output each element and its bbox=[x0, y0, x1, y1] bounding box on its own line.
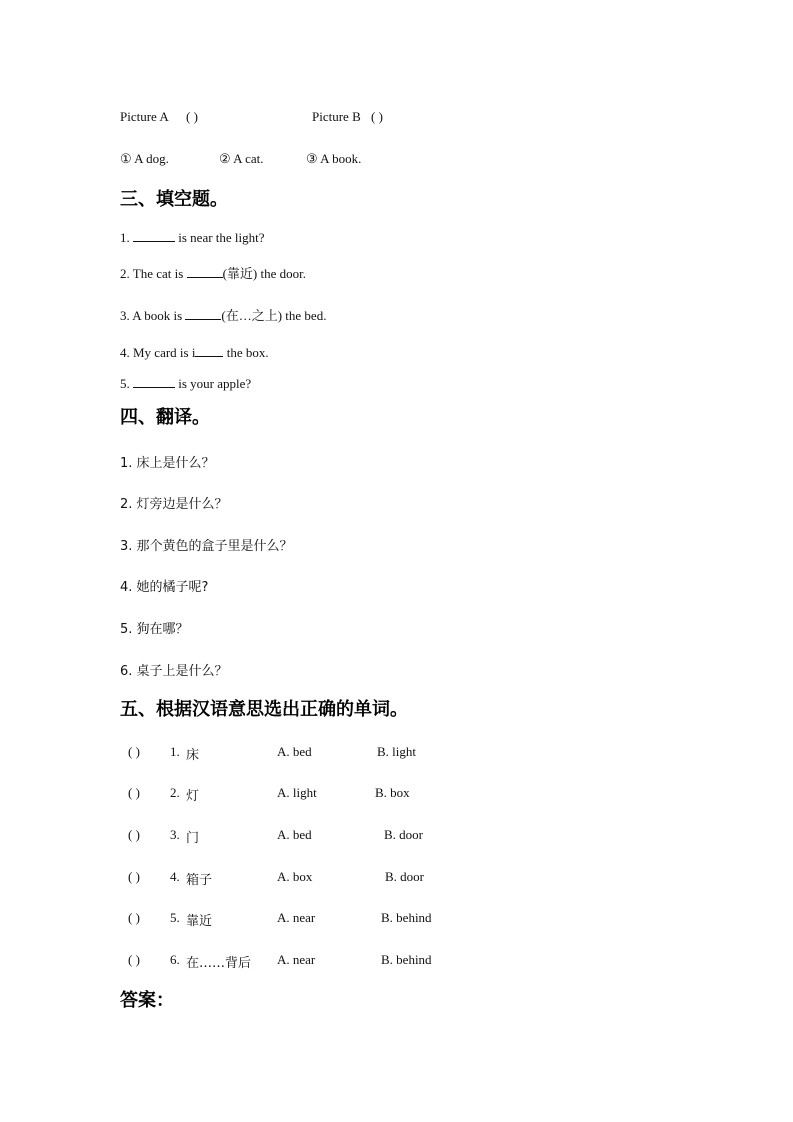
item-text: (靠近) the door. bbox=[222, 266, 306, 281]
section-3-heading: 三、填空题。 bbox=[120, 189, 228, 210]
choice-paren-3: ( ) bbox=[128, 827, 140, 842]
choice-a-2: A. light bbox=[277, 785, 317, 800]
choice-paren-5: ( ) bbox=[128, 910, 140, 925]
answer-blank bbox=[185, 307, 221, 320]
choice-paren-6: ( ) bbox=[128, 952, 140, 967]
choice-word-4: 箱子 bbox=[186, 873, 213, 888]
choice-b-1: B. light bbox=[377, 744, 417, 759]
picture-a-answer-paren: ( ) bbox=[186, 109, 198, 124]
choice-paren-4: ( ) bbox=[128, 869, 140, 884]
choice-num-1: 1. bbox=[170, 744, 180, 759]
choice-b-6: B. behind bbox=[381, 952, 432, 967]
item-text: the box. bbox=[226, 345, 269, 360]
fill-blank-item-4 bbox=[120, 344, 269, 361]
item-text: is your apple? bbox=[178, 376, 252, 391]
answer-blank bbox=[133, 229, 175, 242]
choice-b-3: B. door bbox=[384, 827, 423, 842]
choice-num-5: 5. bbox=[170, 910, 180, 925]
choice-word-6: 在……背后 bbox=[186, 956, 252, 971]
item-number: 5. bbox=[120, 376, 130, 391]
translate-item-4: 4. 她的橘子呢? bbox=[120, 580, 209, 595]
choice-paren-2: ( ) bbox=[128, 785, 140, 800]
choice-num-4: 4. bbox=[170, 869, 180, 884]
item-text: A book is bbox=[132, 308, 183, 323]
picture-b-answer-paren: ( ) bbox=[371, 109, 383, 124]
translate-item-5: 5. 狗在哪？ bbox=[120, 622, 189, 637]
choice-b-2: B. box bbox=[375, 785, 410, 800]
option-dog: ① A dog. bbox=[120, 151, 169, 166]
choice-a-3: A. bed bbox=[277, 827, 312, 842]
picture-a-label: Picture A bbox=[120, 109, 169, 124]
answers-heading: 答案： bbox=[120, 990, 174, 1011]
item-text: (在…之上) the bed. bbox=[221, 308, 327, 323]
translate-item-1: 1. 床上是什么？ bbox=[120, 456, 215, 471]
translate-item-3: 3. 那个黄色的盒子里是什么？ bbox=[120, 539, 293, 554]
translate-item-6: 6. 桌子上是什么？ bbox=[120, 664, 228, 679]
item-number: 4. bbox=[120, 345, 130, 360]
choice-num-6: 6. bbox=[170, 952, 180, 967]
choice-word-5: 靠近 bbox=[186, 914, 213, 929]
choice-a-1: A. bed bbox=[277, 744, 312, 759]
fill-blank-item-1 bbox=[120, 229, 265, 246]
choice-word-3: 门 bbox=[186, 831, 200, 846]
section-5-heading: 五、根据汉语意思选出正确的单词。 bbox=[120, 699, 408, 720]
choice-a-5: A. near bbox=[277, 910, 316, 925]
choice-a-4: A. box bbox=[277, 869, 313, 884]
translate-item-2: 2. 灯旁边是什么？ bbox=[120, 497, 228, 512]
answer-blank bbox=[133, 375, 175, 388]
fill-blank-item-2 bbox=[120, 265, 306, 282]
item-text: is near the light? bbox=[178, 230, 265, 245]
choice-num-3: 3. bbox=[170, 827, 180, 842]
choice-b-4: B. door bbox=[385, 869, 424, 884]
item-number: 1. bbox=[120, 230, 130, 245]
choice-word-1: 床 bbox=[186, 748, 200, 763]
fill-blank-item-3 bbox=[120, 307, 326, 324]
choice-paren-1: ( ) bbox=[128, 744, 140, 759]
item-number: 2. bbox=[120, 266, 130, 281]
item-number: 3. bbox=[120, 308, 130, 323]
item-text: The cat is bbox=[132, 266, 184, 281]
option-book: ③ A book. bbox=[306, 151, 362, 166]
picture-b-label: Picture B bbox=[312, 109, 361, 124]
answer-blank bbox=[195, 344, 223, 357]
choice-word-2: 灯 bbox=[186, 789, 200, 804]
fill-blank-item-5 bbox=[120, 375, 251, 392]
answer-blank bbox=[187, 265, 223, 278]
item-text: My card is i bbox=[133, 345, 196, 360]
option-cat: ② A cat. bbox=[219, 151, 264, 166]
choice-num-2: 2. bbox=[170, 785, 180, 800]
choice-a-6: A. near bbox=[277, 952, 316, 967]
section-4-heading: 四、翻译。 bbox=[120, 407, 210, 428]
choice-b-5: B. behind bbox=[381, 910, 432, 925]
